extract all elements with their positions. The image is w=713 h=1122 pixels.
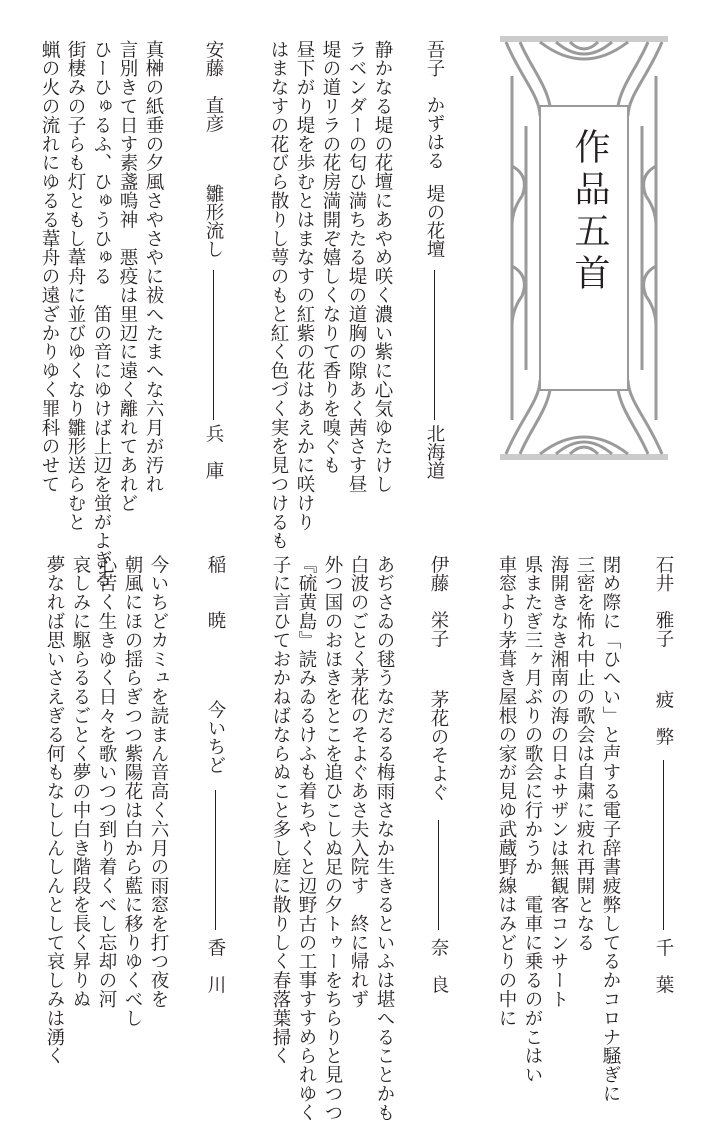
prefecture: 奈 良 — [428, 938, 449, 994]
poem: 『硫黄島』読みゐるけふも着ちやくと辺野古の工事すすめられゆく — [296, 555, 317, 1122]
divider-dash — [434, 270, 435, 420]
poem: 哀しみに駆らるるごとく夢の中白き階段を長く昇りぬ — [70, 555, 91, 1009]
poet-name: 石井 雅子 — [653, 555, 674, 648]
poem: 三密を怖れ中止の歌会は自粛に疲れ再開となる — [574, 555, 595, 952]
prefecture: 北海道 — [424, 424, 445, 480]
poem: 街棲みの子らも灯ともし葦舟に並びゆくなり雛形送らむと — [65, 40, 86, 532]
page-title: 作品五首 — [569, 128, 610, 296]
divider-dash — [215, 790, 216, 930]
poem: 夢なれば思いさえぎる何もなししんしんとして哀しみは湧く — [44, 555, 65, 1066]
poet-name: 伊藤 栄子 — [428, 555, 449, 648]
poem: 子に言ひておかねばならぬこと多し庭に散りしく春落葉掃く — [270, 555, 291, 1066]
poet-name: 稲 暁 — [205, 555, 226, 629]
work-title: 茅花のそよぐ — [428, 690, 449, 801]
poem: あぢさゐの毬うなだるる梅雨さなか生きるといふは堪へることかも — [374, 555, 395, 1122]
poem: 外つ国のおほきをとこを追ひこしぬ足の夕トゥーをちらりと見つつ — [322, 555, 343, 1122]
poem: 真榊の紙垂の夕風さやさやに祓へたまへな六月が汚れ — [143, 40, 164, 494]
work-title: 今いちど — [205, 700, 226, 774]
poem: 白波のごとく茅花のそよぐあさ夫入院す 終に帰れず — [348, 555, 369, 1009]
poem: 言別きて日す素盞嗚神 悪疫は里辺に遠く離れてあれど — [117, 40, 138, 513]
work-title: 疲 弊 — [653, 690, 674, 746]
poem: ひーひゅるふ、ひゅうひゅる 笛の音にゆけば上辺を蛍がよぎる — [91, 40, 112, 589]
poem: 今いちどカミュを読まん音高く六月の雨窓を打つ夜を — [148, 555, 169, 1009]
poem: 堤の道リラの花房満開ぞ嬉しくなりて香りを嗅ぐも — [320, 40, 341, 475]
divider-dash — [663, 760, 664, 930]
poem: ラベンダーの匂ひ満ちたる堤の道胸の隙あく茜さす昼 — [346, 40, 367, 494]
poem: 静かなる堤の花壇にあやめ咲く濃い紫に心気ゆたけし — [372, 40, 393, 494]
work-title: 雛形流し — [203, 184, 224, 258]
poem: 昼下がり堤を歩むとはまなすの紅紫の花はあえかに咲けり — [294, 40, 315, 532]
poem: 海開きなき湘南の海の日よサザンは無観客コンサート — [548, 555, 569, 1009]
divider-dash — [438, 820, 439, 930]
poem: 閉め際に「ひへい」と声する電子辞書疲弊してるかコロナ騒ぎに — [600, 555, 621, 1104]
poem: 車窓より茅葺き屋根の家が見ゆ武蔵野線はみどりの中に — [496, 555, 517, 1028]
poem: 県またぎ三ヶ月ぶりの歌会に行かうか 電車に乗るのがこはい — [522, 555, 543, 1085]
poem: 蝋の火の流れにゆるる葦舟の遠ざかりゆく罪科のせて — [39, 40, 60, 494]
poem: 朝風にほの揺らぎつつ紫陽花は白から藍に移りゆくべし — [122, 555, 143, 1028]
prefecture: 兵 庫 — [203, 424, 224, 480]
poem: はまなすの花びら散りし萼のもと紅く色づく実を見つけるも — [268, 40, 289, 551]
poem: 心苦く生きゆく日々を歌いつつ到り着くべし忘却の河 — [96, 555, 117, 1009]
prefecture: 香 川 — [205, 938, 226, 994]
poet-name: 安藤 直彦 — [203, 40, 224, 133]
divider-dash — [213, 270, 214, 420]
prefecture: 千 葉 — [653, 938, 674, 994]
work-title: 堤の花壇 — [424, 184, 445, 258]
poet-name: 吾子 かずはる — [424, 40, 445, 170]
